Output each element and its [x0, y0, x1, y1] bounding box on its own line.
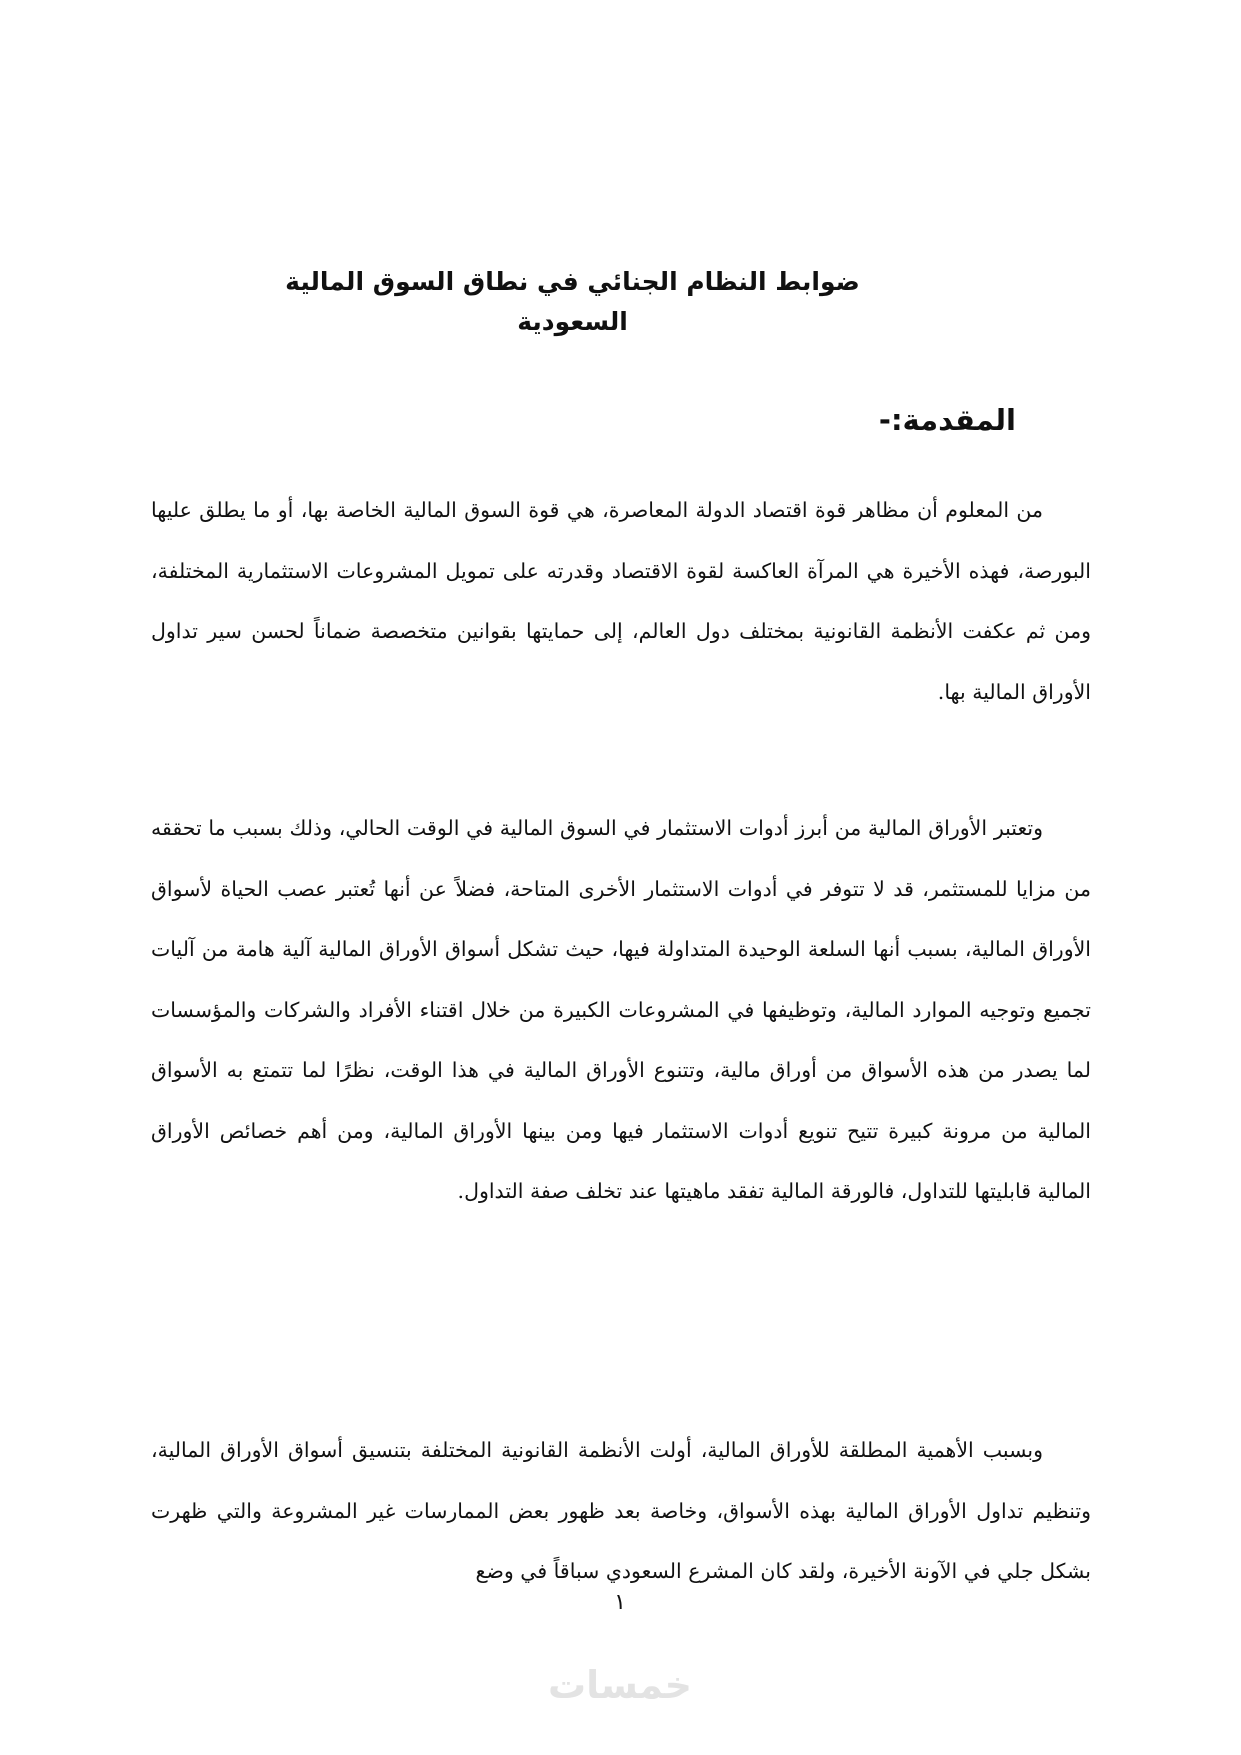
paragraph-1: [151, 480, 1091, 722]
paragraph-1-text: من المعلوم أن مظاهر قوة اقتصاد الدولة المعاصرة، هي قوة السوق المالية الخاصة بها، أو ما يطلق عليها البورصة، فهذه الأخيرة هي المرآة العاكسة لقوة الاقتصاد وقدرته على تمويل المشروعات الاستثمارية المختلفة، ومن ثم عكفت الأنظمة القانونية بمختلف دول العالم، إلى حمايتها بقوانين متخصصة ضماناً لحسن سير تداول الأوراق المالية بها.: [151, 498, 1091, 704]
watermark-logo: خمسات: [548, 1663, 692, 1707]
paragraph-3-text: وبسبب الأهمية المطلقة للأوراق المالية، أولت الأنظمة القانونية المختلفة بتنسيق أسواق الأوراق المالية، وتنظيم تداول الأوراق المالية بهذه الأسواق، وخاصة بعد ظهور بعض الممارسات غير المشروعة والتي ظهرت بشكل جلي في الآونة الأخيرة، ولقد كان المشرع السعودي سباقاً في وضع: [151, 1438, 1091, 1583]
section-heading-introduction: المقدمة:-: [878, 403, 1016, 437]
paragraph-3: [151, 1420, 1091, 1602]
page-number: ١: [614, 1590, 626, 1615]
paragraph-2: [151, 798, 1091, 1222]
paragraph-2-text: وتعتبر الأوراق المالية من أبرز أدوات الاستثمار في السوق المالية في الوقت الحالي، وذلك بسبب ما تحققه من مزايا للمستثمر، قد لا تتوفر في أدوات الاستثمار الأخرى المتاحة، فضلاً عن أنها تُعتبر عصب الحياة لأسواق الأوراق المالية، بسبب أنها السلعة الوحيدة المتداولة فيها، حيث تشكل أسواق الأوراق المالية آلية هامة من آليات تجميع وتوجيه الموارد المالية، وتوظيفها في المشروعات الكبيرة من خلال اقتناء الأفراد والشركات والمؤسسات لما يصدر من هذه الأسواق من أوراق مالية، وتتنوع الأوراق المالية في هذا الوقت، نظرًا لما تتمتع به الأسواق المالية من مرونة كبيرة تتيح تنويع أدوات الاستثمار فيها ومن بينها الأوراق المالية، ومن أهم خصائص الأوراق المالية قابليتها للتداول، فالورقة المالية تفقد ماهيتها عند تخلف صفة التداول.: [151, 816, 1091, 1203]
document-title: ضوابط النظام الجنائي في نطاق السوق المالية السعودية: [285, 267, 860, 336]
